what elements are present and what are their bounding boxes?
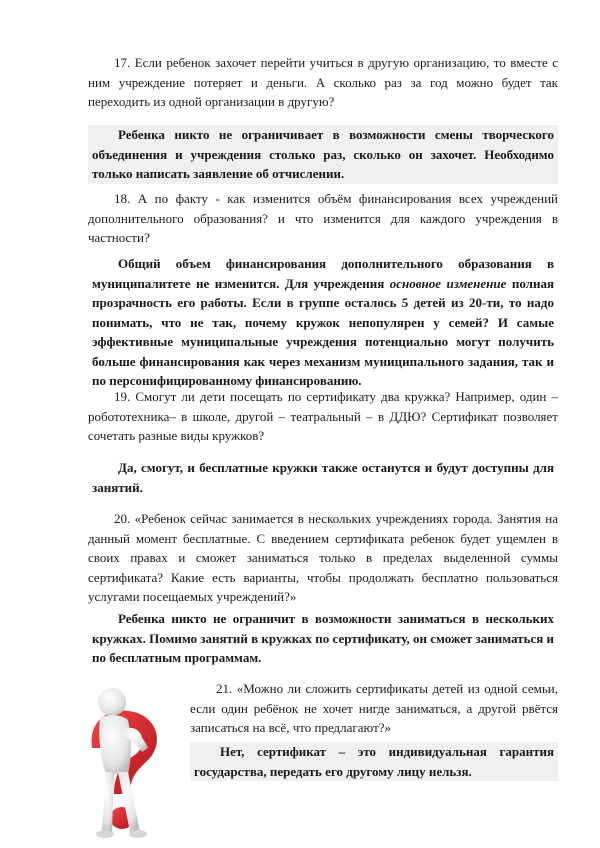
question-mark-figure-illustration	[78, 682, 196, 844]
answer-18-text-end: полная прозрачность его работы. Если в группе осталось 5 детей из 20-ти, то надо понимать, что не так, почему кружок непопулярен у семей? И самые эффективные муниципальные учреждения потенциально могут получить больше финансирования как через механизм муниципального задания, так и по персонифицированному финансированию.	[92, 275, 554, 388]
figure-leg-left	[102, 772, 114, 832]
answer-18	[88, 254, 558, 391]
question-21: 21. «Можно ли сложить сертификаты детей из одной семьи, если один ребёнок не хочет нигде заниматься, а другой рвётся записаться на всё, что предлагают?»	[190, 681, 558, 735]
answer-17: Ребенка никто не ограничивает в возможности смены творческого объединения и учреждения столько раз, сколько он захочет. Необходимо только написать заявление об отчислении.	[88, 125, 558, 184]
figure-head	[98, 688, 126, 716]
question-18: 18. А по факту - как изменится объём финансирования всех учреждений дополнительного образования? и что изменится для каждого учреждения в частности?	[88, 191, 558, 245]
answer-21: Нет, сертификат – это индивидуальная гарантия государства, передать его другому лицу нельзя.	[190, 742, 558, 781]
figure-foot-left	[96, 830, 114, 838]
answer-20: Ребенка никто не ограничит в возможности заниматься в нескольких кружках. Помимо занятий в кружках по сертификату, он сможет заниматься и по бесплатным программам.	[88, 609, 558, 668]
answer-19: Да, смогут, и бесплатные кружки также останутся и будут доступны для занятий.	[88, 458, 558, 497]
answer-18-emphasis: основное изменение	[389, 275, 507, 291]
question-19: 19. Смогут ли дети посещать по сертификату два кружка? Например, один – робототехника– в школе, другой – театральный – в ДДЮ? Сертификат позволяет сочетать разные виды кружков?	[88, 389, 558, 443]
figure-torso	[99, 715, 131, 774]
answer-18-text-start: Общий объем финансирования дополнительного образования в муниципалитете не изменится. Для учреждения	[92, 256, 554, 291]
figure-foot-right	[129, 830, 147, 838]
question-20: 20. «Ребенок сейчас занимается в нескольких учреждениях города. Занятия на данный момент бесплатные. С введением сертификата ребенок будет ущемлен в своих правах и сможет заниматься только в пределах выделенной суммы сертификата? Какие есть варианты, чтобы продолжать бесплатно пользоваться услугами посещаемых учреждений?»	[88, 511, 558, 604]
question-17: 17. Если ребенок захочет перейти учиться в другую организацию, то вместе с ним учреждение потеряет и деньги. А сколько раз за год можно будет так переходить из одной организации в другую?	[88, 55, 558, 109]
